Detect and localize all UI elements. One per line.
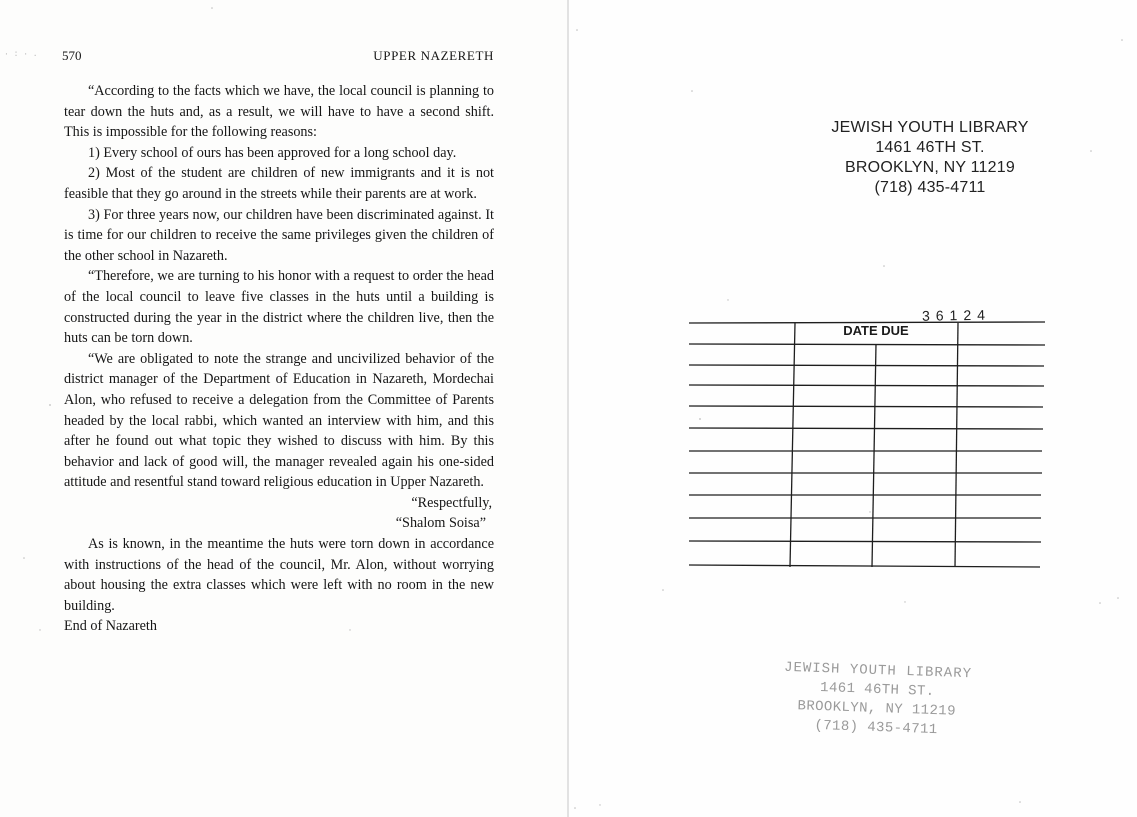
page-number: 570 xyxy=(62,48,82,63)
library-phone: (718) 435-4711 xyxy=(874,179,986,196)
library-city: BROOKLYN, NY 11219 xyxy=(845,159,1015,176)
running-title: UPPER NAZERETH xyxy=(373,48,494,63)
accession-number: 36124 xyxy=(921,306,992,324)
faint-library-phone: (718) 435-4711 xyxy=(814,717,938,739)
scan-specks: · : · . xyxy=(4,50,38,59)
paragraph: “According to the facts which we have, the local council is planning to tear down the huts and, as a result, we will have to have a second shift. This is impossible for the following reasons: xyxy=(64,83,494,141)
paragraph: “We are obligated to note the strange and uncivilized behavior of the district manager of the Department of Education in Nazareth, Mordechai Alon, who refused to receive a delegation from the Committee of Parents headed by the local rabbi, which wanted an interview with him, and this after he found out what topic they wished to discuss with him. By this behavior and lack of good will, the manager revealed again his one-sided attitude and resentful stand toward religious education in Upper Nazareth. xyxy=(64,350,494,491)
paragraph: 3) For three years now, our children have been discriminated against. It is time for our children to receive the same privileges given the children of the other school in Nazareth. xyxy=(64,206,494,264)
closing-respectfully: “Respectfully, xyxy=(411,494,492,511)
closing-signature: “Shalom Soisa” xyxy=(395,515,486,532)
paragraph: 2) Most of the student are children of new immigrants and it is not feasible that they go around in the streets while their parents are at work. xyxy=(64,165,494,202)
library-name: JEWISH YOUTH LIBRARY xyxy=(831,119,1029,136)
faint-library-city: BROOKLYN, NY 11219 xyxy=(797,698,957,720)
end-line: End of Nazareth xyxy=(64,618,157,635)
library-street: 1461 46TH ST. xyxy=(875,139,985,156)
paragraph: As is known, in the meantime the huts were torn down in accordance with instructions of the head of the council, Mr. Alon, without worrying about housing the extra classes which were left with no room in the new building. xyxy=(64,536,494,614)
faint-library-street: 1461 46TH ST. xyxy=(819,680,935,700)
paragraph: “Therefore, we are turning to his honor with a request to order the head of the local council to leave five classes in the huts until a building is constructed during the year in the district where the children live, then the huts can be torn down. xyxy=(64,268,494,347)
paragraph: 1) Every school of ours has been approved for a long school day. xyxy=(88,144,457,161)
faint-library-name: JEWISH YOUTH LIBRARY xyxy=(783,659,973,683)
date-due-header: DATE DUE xyxy=(843,323,909,338)
